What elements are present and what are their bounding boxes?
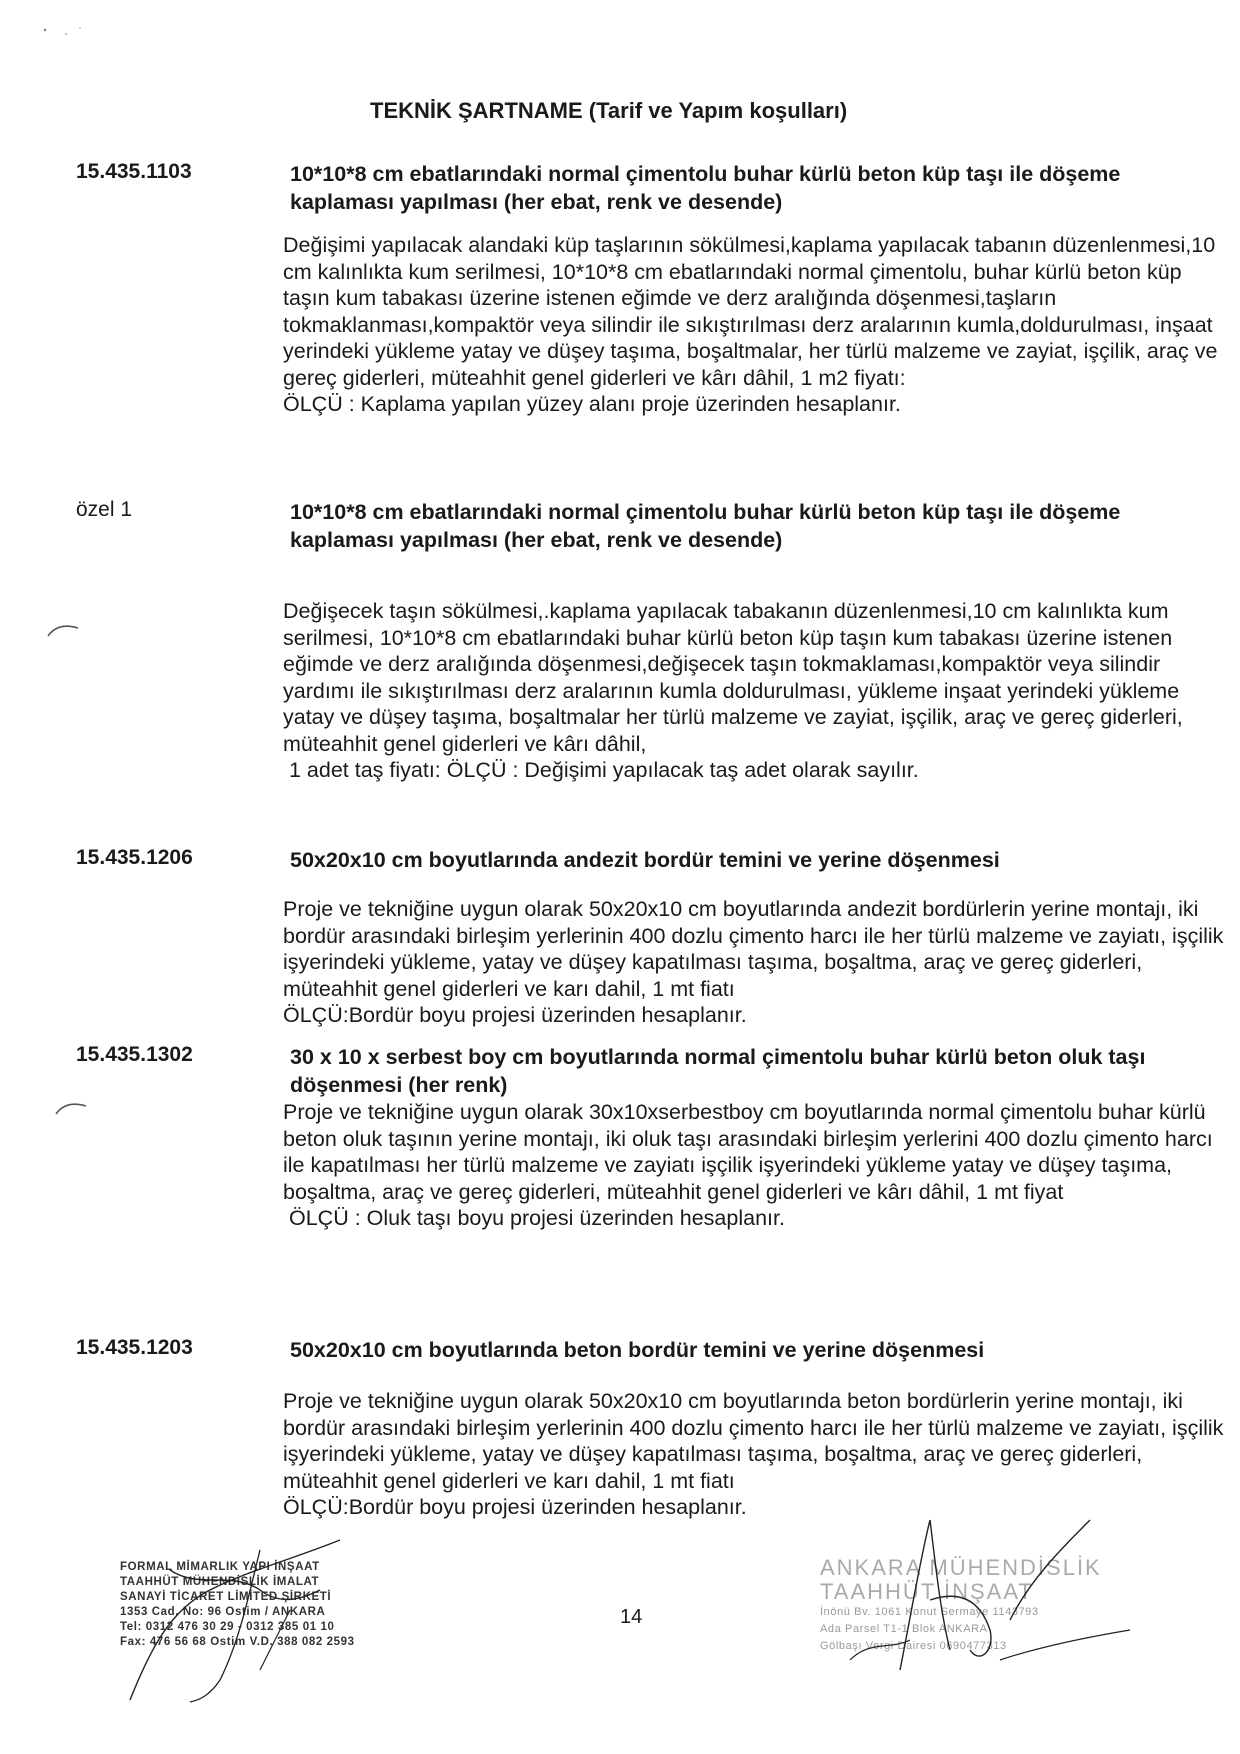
item-code: 15.435.1206 (76, 846, 193, 869)
stamp-line: Tel: 0312 476 30 29 - 0312 385 01 10 (120, 1621, 335, 1633)
item-measure: ÖLÇÜ : Oluk taşı boyu projesi üzerinden hesaplanır. (289, 1206, 785, 1230)
item-title: 50x20x10 cm boyutlarında beton bordür temini ve yerine döşenmesi (290, 1338, 985, 1362)
item-body (283, 232, 1228, 418)
page-title: TEKNİK ŞARTNAME (Tarif ve Yapım koşulları) (370, 98, 848, 123)
item-description: Proje ve tekniğine uygun olarak 50x20x10 cm boyutlarında beton bordürlerin yerine montajı, iki bordür arasındaki birleşim yerlerinin 400 dozlu çimento harcı ile her türlü malzeme ve zayiatı, işçilik işyerindeki yükleme, yatay ve düşey kapatılması taşıma, boşaltma, araç ve gereç giderleri, müteahhit genel giderleri ve karı dahil, 1 mt fiatı (283, 1389, 1224, 1493)
stamp-line: TAAHHÜT İNŞAAT (820, 1579, 1034, 1604)
stamp-line: SANAYİ TİCARET LİMİTED ŞİRKETİ (120, 1591, 332, 1603)
item-title: 50x20x10 cm boyutlarında andezit bordür temini ve yerine döşenmesi (290, 848, 1000, 872)
margin-pen-mark (52, 1098, 92, 1118)
stamp-line: Fax: 476 56 68 Ostim V.D. 388 082 2593 (120, 1636, 355, 1648)
item-description: Değişecek taşın sökülmesi,.kaplama yapılacak tabakanın düzenlenmesi,10 cm kalınlıkta kum serilmesi, 10*10*8 cm ebatlarındaki buhar kürlü beton küp taşın kum tabakası üzerine istenen eğimde ve derz aralığında döşenmesi,değişecek taşın tokmaklaması,kompaktör veya silindir yardımı ile sıkıştırılması derz aralarının kumla doldurulması, yükleme inşaat yerindeki yükleme yatay ve düşey taşıma, boşaltmalar her türlü malzeme ve zayiat, işçilik, araç ve gereç giderleri, müteahhit genel giderleri ve kârı dâhil, (283, 599, 1183, 756)
margin-pen-mark (44, 620, 84, 640)
item-body (283, 598, 1228, 784)
item-body (283, 896, 1228, 1029)
stamp-line: FORMAL MİMARLIK YAPI İNŞAAT (120, 1561, 320, 1573)
item-title: 10*10*8 cm ebatlarındaki normal çimentolu buhar kürlü beton küp taşı ile döşeme kaplaması yapılması (her ebat, renk ve desende) (290, 500, 1121, 552)
item-title: 10*10*8 cm ebatlarındaki normal çimentolu buhar kürlü beton küp taşı ile döşeme kaplaması yapılması (her ebat, renk ve desende) (290, 162, 1121, 214)
stamp-line: Gölbaşı Vergi Dairesi 0690477313 (820, 1640, 1007, 1652)
item-title: 30 x 10 x serbest boy cm boyutlarında normal çimentolu buhar kürlü beton oluk taşı döşenmesi (her renk) (290, 1045, 1146, 1097)
item-measure: ÖLÇÜ : Kaplama yapılan yüzey alanı proje üzerinden hesaplanır. (283, 392, 901, 416)
stamp-line: TAAHHÜT MÜHENDİSLİK İMALAT (120, 1576, 320, 1588)
page-number: 14 (620, 1606, 643, 1628)
stamp-line: İnönü Bv. 1061 Konut Sermaye 1143793 (820, 1606, 1039, 1618)
item-code: 15.435.1203 (76, 1336, 193, 1359)
item-code: 15.435.1103 (76, 160, 192, 183)
item-measure: ÖLÇÜ:Bordür boyu projesi üzerinden hesaplanır. (283, 1495, 747, 1519)
stamp-line: ANKARA MÜHENDİSLİK (820, 1555, 1102, 1580)
company-stamp-right (820, 1556, 1110, 1655)
item-body (283, 1388, 1228, 1521)
item-measure: 1 adet taş fiyatı: ÖLÇÜ : Değişimi yapılacak taş adet olarak sayılır. (289, 758, 919, 782)
stamp-line: 1353 Cad. No: 96 Ostim / ANKARA (120, 1606, 326, 1618)
scan-speck (40, 22, 90, 42)
item-code: 15.435.1302 (76, 1043, 193, 1066)
item-description: Değişimi yapılacak alandaki küp taşlarının sökülmesi,kaplama yapılacak tabanın düzenlenmesi,10 cm kalınlıkta kum serilmesi, 10*10*8 cm ebatlarındaki normal çimentolu, buhar kürlü beton küp taşın kum tabakası üzerine istenen eğimde ve derz aralığında döşenmesi,taşların tokmaklanması,kompaktör veya silindir ile sıkıştırılması derz aralarının kumla,doldurulması, inşaat yerindeki yükleme yatay ve düşey taşıma, boşaltmalar, her türlü malzeme ve zayiat, işçilik, araç ve gereç giderleri, müteahhit genel giderleri ve kârı dâhil, 1 m2 fiyatı: (283, 233, 1218, 390)
company-stamp-left (120, 1560, 410, 1650)
stamp-line: Ada Parsel T1-1 Blok ANKARA (820, 1623, 988, 1635)
item-code: özel 1 (76, 498, 133, 521)
item-description: Proje ve tekniğine uygun olarak 50x20x10 cm boyutlarında andezit bordürlerin yerine montajı, iki bordür arasındaki birleşim yerlerinin 400 dozlu çimento harcı ile her türlü malzeme ve zayiatı, işçilik işyerindeki yükleme, yatay ve düşey kapatılması taşıma, boşaltma, araç ve gereç giderleri, müteahhit genel giderleri ve karı dahil, 1 mt fiatı (283, 897, 1224, 1001)
item-measure: ÖLÇÜ:Bordür boyu projesi üzerinden hesaplanır. (283, 1003, 747, 1027)
item-body (283, 1099, 1228, 1232)
item-description: Proje ve tekniğine uygun olarak 30x10xserbestboy cm boyutlarında normal çimentolu buhar kürlü beton oluk taşının yerine montajı, iki oluk taşı arasındaki birleşim yerlerini 400 dozlu çimento harcı ile kapatılması her türlü malzeme ve zayiatı işçilik işyerindeki yükleme yatay ve düşey taşıma, boşaltma, araç ve gereç giderleri, müteahhit genel giderleri ve kârı dâhil, 1 mt fiyat (283, 1100, 1213, 1204)
